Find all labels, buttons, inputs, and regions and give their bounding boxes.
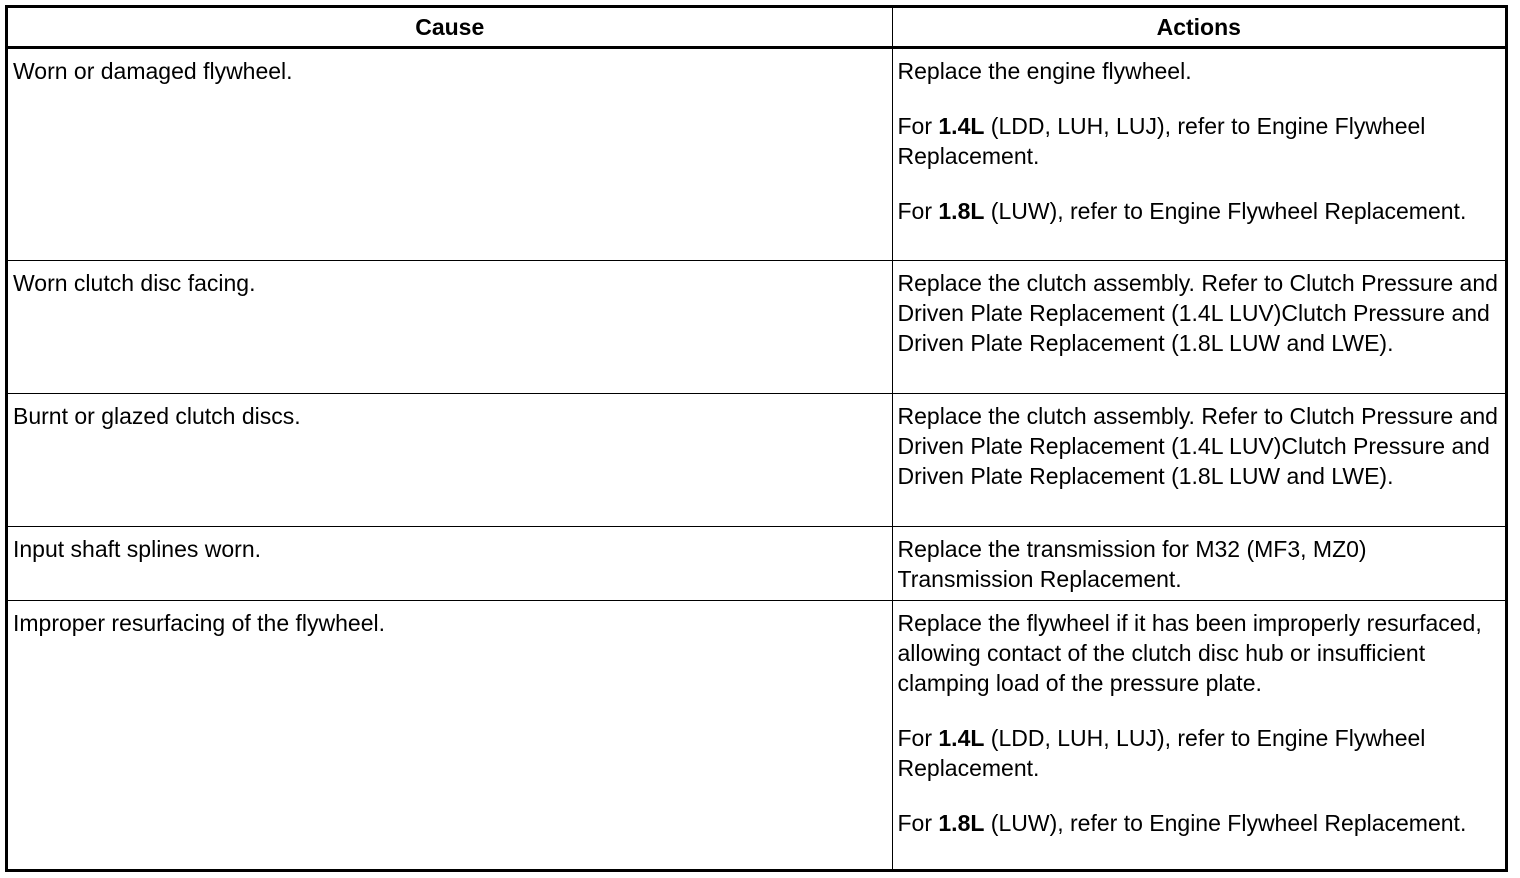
actions-cell [892,48,1505,261]
action-text: Replace the clutch assembly. Refer to Clutch Pressure and Driven Plate Replacement (1.4L LUV)Clutch Pressure and Driven Plate Replacement (1.8L LUW and LWE). [897,270,1498,356]
action-paragraph [898,268,1500,358]
action-paragraph [898,723,1500,783]
cause-cell: Worn or damaged flywheel. [8,48,892,261]
action-paragraph [898,608,1500,698]
actions-cell [892,394,1505,527]
action-text: Replace the clutch assembly. Refer to Clutch Pressure and Driven Plate Replacement (1.4L LUV)Clutch Pressure and Driven Plate Replacement (1.8L LUW and LWE). [897,403,1498,489]
action-paragraph [898,401,1500,491]
diagnostic-table [8,8,1505,869]
cause-cell: Burnt or glazed clutch discs. [8,394,892,527]
action-text: For [897,113,939,139]
action-text: Replace the engine flywheel. [897,58,1192,84]
diagnostic-table-container [5,5,1508,872]
table-row [8,527,1505,601]
action-paragraph [898,534,1500,594]
action-text: For [897,725,939,751]
table-row [8,394,1505,527]
column-header-cause: Cause [8,8,892,48]
cause-cell: Input shaft splines worn. [8,527,892,601]
action-text: (LUW), refer to Engine Flywheel Replacement. [984,198,1467,224]
table-header-row [8,8,1505,48]
action-text: Replace the transmission for M32 (MF3, MZ0) Transmission Replacement. [897,536,1367,592]
table-row [8,48,1505,261]
actions-cell [892,261,1505,394]
action-text: (LUW), refer to Engine Flywheel Replacement. [984,810,1467,836]
table-row [8,261,1505,394]
action-text: Replace the flywheel if it has been improperly resurfaced, allowing contact of the clutch disc hub or insufficient clamping load of the pressure plate. [897,610,1482,696]
engine-size: 1.4L [938,113,985,139]
engine-size: 1.4L [938,725,985,751]
actions-cell [892,527,1505,601]
action-text: (LDD, LUH, LUJ), refer to Engine Flywheel Replacement. [897,725,1426,781]
action-text: For [897,810,939,836]
cause-cell: Improper resurfacing of the flywheel. [8,601,892,870]
action-paragraph [898,808,1500,838]
engine-size: 1.8L [938,810,985,836]
table-row [8,601,1505,870]
actions-cell [892,601,1505,870]
action-text: (LDD, LUH, LUJ), refer to Engine Flywheel Replacement. [897,113,1426,169]
action-paragraph [898,196,1500,226]
column-header-actions: Actions [892,8,1505,48]
engine-size: 1.8L [938,198,985,224]
action-paragraph [898,111,1500,171]
action-paragraph [898,56,1500,86]
cause-cell: Worn clutch disc facing. [8,261,892,394]
action-text: For [897,198,939,224]
